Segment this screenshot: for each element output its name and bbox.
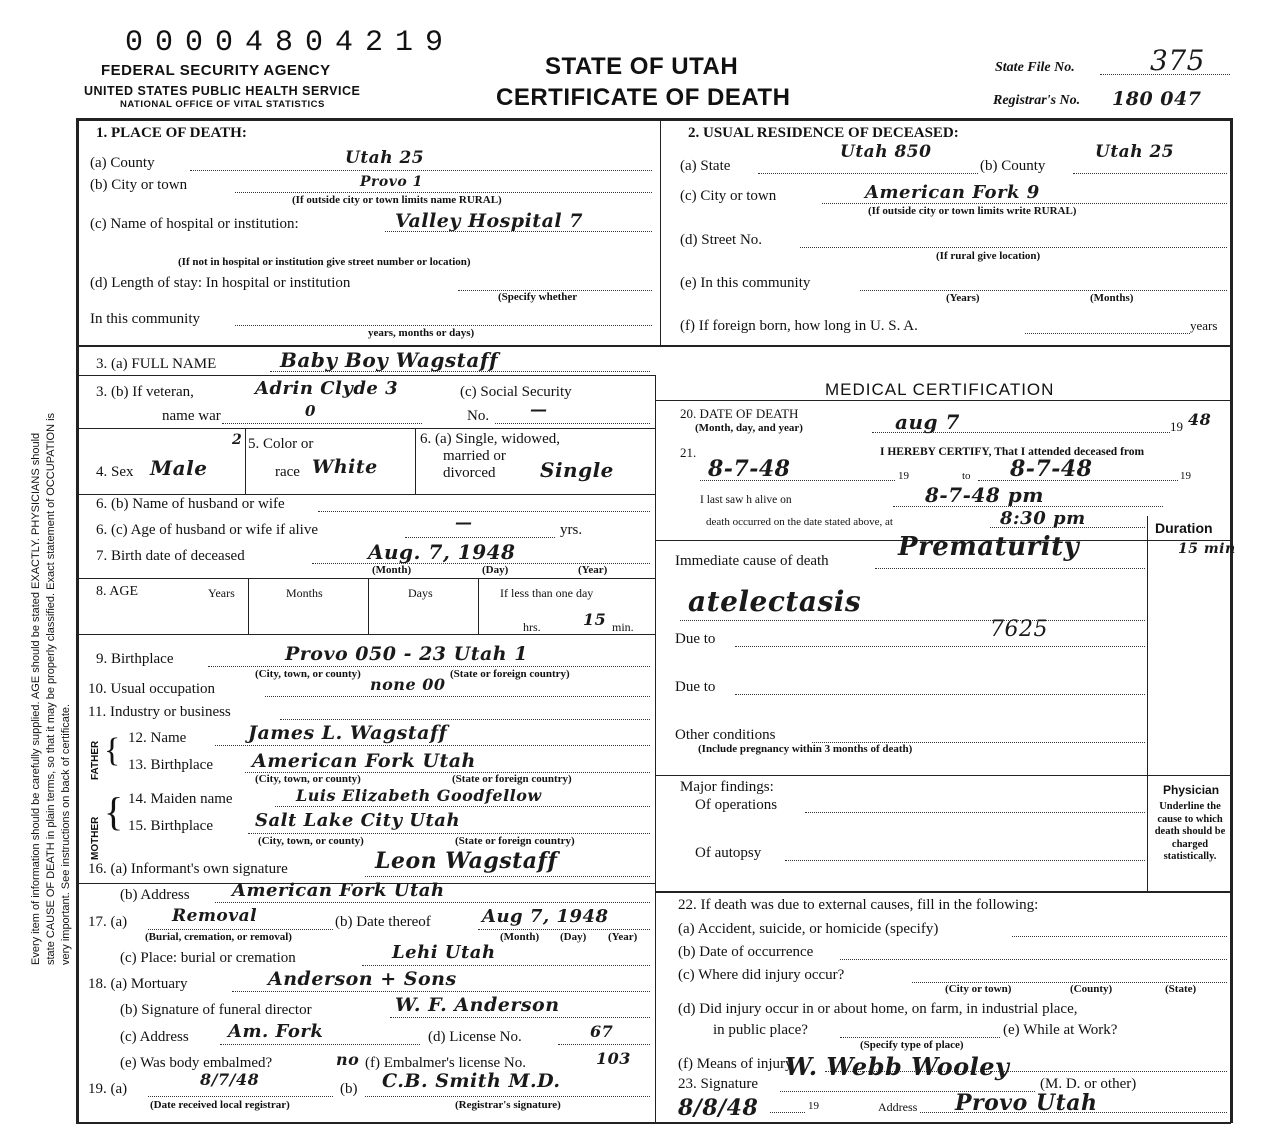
county-value: Utah 25 xyxy=(345,148,425,168)
home-label: (d) Did injury occur in or about home, on farm, in industrial place, xyxy=(678,1001,1078,1017)
res-city-label: (c) City or town xyxy=(680,188,777,204)
hospital-label: (c) Name of hospital or institution: xyxy=(90,216,299,232)
occupation-line xyxy=(265,696,650,697)
registrar-date-value: 8/7/48 xyxy=(200,1070,260,1089)
immediate-cause-label: Immediate cause of death xyxy=(675,553,829,569)
age-months-label: Months xyxy=(286,586,323,600)
certify-label: I HEREBY CERTIFY, That I attended deceased from xyxy=(880,446,1145,458)
divider-color-marital xyxy=(415,428,416,494)
registrar-note-2: (Registrar's signature) xyxy=(455,1099,561,1111)
spouse-label: 6. (b) Name of husband or wife xyxy=(96,496,285,512)
res-city-value: American Fork 9 xyxy=(865,182,1040,203)
side-note-line-3: very important. See instructions on back of certificate. xyxy=(60,703,72,965)
father-name-value: James L. Wagstaff xyxy=(248,722,448,744)
immediate-cause-value: Prematurity xyxy=(898,532,1080,562)
ssn-value: — xyxy=(530,400,548,420)
operations-label: Of operations xyxy=(695,797,778,813)
place-of-death-heading: 1. PLACE OF DEATH: xyxy=(96,125,247,141)
war-value: 0 xyxy=(305,402,316,420)
md-label: (M. D. or other) xyxy=(1040,1076,1137,1092)
side-note-line-2: state CAUSE OF DEATH in plain terms, so that it may be properly classified. Exact statement of OCCUPATION is xyxy=(45,412,57,965)
mother-note-1: (City, town, or county) xyxy=(258,835,364,847)
res-state-line xyxy=(758,173,978,174)
signature-label: 23. Signature xyxy=(678,1076,758,1092)
certify-number: 21. xyxy=(680,445,697,460)
father-birth-value: American Fork Utah xyxy=(252,750,476,772)
major-findings-label: Major findings: xyxy=(680,779,774,795)
license-line xyxy=(558,1044,650,1045)
ssn-line xyxy=(495,423,650,424)
divider-sex-color xyxy=(245,428,246,494)
physician-note: Underline the cause to which death should be charged statistically. xyxy=(1154,801,1226,862)
registrar-sig-value: C.B. Smith M.D. xyxy=(382,1070,561,1092)
registrar-date-label: 19. (a) xyxy=(88,1081,128,1097)
occupation-label: 10. Usual occupation xyxy=(88,681,216,697)
embalmer-value: 103 xyxy=(596,1049,631,1068)
immediate-cause-value-2: atelectasis xyxy=(688,585,862,618)
burial-place-label: (c) Place: burial or cremation xyxy=(120,950,296,966)
divider-middle xyxy=(655,375,656,1123)
date-thereof-line xyxy=(478,929,650,930)
birth-day-label: (Day) xyxy=(482,564,509,576)
less-day-label: If less than one day xyxy=(500,586,594,600)
hrs-label: hrs. xyxy=(523,620,541,634)
informant-value: Leon Wagstaff xyxy=(375,848,558,874)
res-street-line xyxy=(800,247,1227,248)
row-divider-3b xyxy=(76,375,655,376)
certify-from-value: 8-7-48 xyxy=(708,456,791,482)
city-note: (If outside city or town limits name RURAL) xyxy=(292,194,502,206)
row-divider-8 xyxy=(76,578,655,579)
county-label: (a) County xyxy=(90,155,155,171)
sign-date-value: 8/8/48 xyxy=(678,1095,759,1121)
informant-line xyxy=(365,876,650,877)
mort-address-value: Am. Fork xyxy=(228,1021,324,1042)
external-causes-rule xyxy=(655,891,1230,893)
res-foreign-line xyxy=(1025,333,1190,334)
office-name: NATIONAL OFFICE OF VITAL STATISTICS xyxy=(120,99,325,110)
mother-birth-value: Salt Lake City Utah xyxy=(255,810,461,831)
city-label: (b) City or town xyxy=(90,177,188,193)
certify-year-b: 19 xyxy=(1180,470,1191,482)
registrar-sig-line xyxy=(365,1096,650,1097)
res-foreign-label: (f) If foreign born, how long in U. S. A. xyxy=(680,318,918,334)
signature-value: W. Webb Wooley xyxy=(785,1052,1010,1081)
other-conditions-label: Other conditions xyxy=(675,727,776,743)
medical-heading-rule xyxy=(655,400,1230,401)
mother-brace: { xyxy=(104,789,124,834)
mother-birth-label: 15. Birthplace xyxy=(128,818,213,834)
birthplace-line xyxy=(208,666,650,667)
res-county-value: Utah 25 xyxy=(1095,142,1175,162)
birthplace-label: 9. Birthplace xyxy=(96,651,174,667)
spouse-age-label: 6. (c) Age of husband or wife if alive xyxy=(96,522,319,538)
mortuary-value: Anderson + Sons xyxy=(268,968,457,990)
where-note-county: (County) xyxy=(1070,983,1113,995)
res-street-note: (If rural give location) xyxy=(936,250,1041,262)
physician-address-label: Address xyxy=(878,1100,918,1114)
immediate-cause-line xyxy=(875,568,1145,569)
autopsy-line xyxy=(785,860,1145,861)
spouse-age-value: — xyxy=(455,513,473,533)
certificate-title: CERTIFICATE OF DEATH xyxy=(496,84,791,111)
full-name-label: 3. (a) FULL NAME xyxy=(96,356,217,372)
death-date-label: 20. DATE OF DEATH xyxy=(680,406,799,421)
res-foreign-suffix: years xyxy=(1190,318,1218,333)
birth-date-label: 7. Birth date of deceased xyxy=(96,548,245,564)
age-div-1 xyxy=(248,578,249,634)
age-div-3 xyxy=(478,578,479,634)
industry-line xyxy=(280,719,650,720)
mother-name-line xyxy=(275,806,650,807)
burial-place-line xyxy=(362,965,650,966)
mortuary-label: 18. (a) Mortuary xyxy=(88,976,188,992)
age-label: 8. AGE xyxy=(96,584,138,599)
embalmed-label: (e) Was body embalmed? xyxy=(120,1055,273,1071)
city-value: Provo 1 xyxy=(360,174,423,190)
external-causes-label: 22. If death was due to external causes, fill in the following: xyxy=(678,897,1039,913)
informant-address-line xyxy=(215,902,650,903)
right-border xyxy=(1230,118,1233,1123)
occurrence-line xyxy=(840,959,1227,960)
agency-name: FEDERAL SECURITY AGENCY xyxy=(101,62,331,79)
stay-note: (Specify whether xyxy=(498,291,578,303)
sex-label: 4. Sex xyxy=(96,464,134,480)
certificate-title-state: STATE OF UTAH xyxy=(545,53,739,80)
medical-heading: MEDICAL CERTIFICATION xyxy=(825,380,1055,399)
industry-label: 11. Industry or business xyxy=(88,704,231,720)
burial-label: 17. (a) xyxy=(88,914,128,930)
birth-month-label: (Month) xyxy=(372,564,412,576)
mort-address-label: (c) Address xyxy=(120,1029,189,1045)
min-label: min. xyxy=(612,620,634,634)
occurred-label: death occurred on the date stated above, at xyxy=(706,516,893,528)
physician-title: Physician xyxy=(1163,783,1220,797)
state-file-label: State File No. xyxy=(995,60,1075,75)
marital-label-2: married or xyxy=(443,448,506,464)
embalmed-value: no xyxy=(336,1050,360,1069)
license-value: 67 xyxy=(590,1022,614,1041)
due-to-1-line xyxy=(735,646,1145,647)
duration-value: 15 min xyxy=(1178,541,1236,557)
mother-side-label: MOTHER xyxy=(90,816,101,860)
cause-second-line xyxy=(680,620,1145,621)
registrar-sig-label: (b) xyxy=(340,1081,358,1097)
father-birth-label: 13. Birthplace xyxy=(128,757,213,773)
spouse-line xyxy=(318,511,650,512)
res-months-label: (Months) xyxy=(1090,292,1134,304)
due-to-1-label: Due to xyxy=(675,631,716,647)
occurrence-label: (b) Date of occurrence xyxy=(678,944,814,960)
marital-label-1: 6. (a) Single, widowed, xyxy=(420,431,560,447)
community-note: years, months or days) xyxy=(368,327,475,339)
war-line xyxy=(222,423,422,424)
res-county-line xyxy=(1073,173,1227,174)
father-brace: { xyxy=(104,732,121,769)
res-community-label: (e) In this community xyxy=(680,275,811,291)
informant-address-label: (b) Address xyxy=(120,887,190,903)
embalmer-label: (f) Embalmer's license No. xyxy=(365,1055,526,1071)
accident-label: (a) Accident, suicide, or homicide (specify) xyxy=(678,921,939,937)
burial-value: Removal xyxy=(172,906,258,926)
director-value: W. F. Anderson xyxy=(395,994,560,1016)
bottom-border xyxy=(76,1122,1231,1124)
where-label: (c) Where did injury occur? xyxy=(678,967,845,983)
birth-date-value: Aug. 7, 1948 xyxy=(368,540,516,564)
res-county-label: (b) County xyxy=(980,158,1046,174)
public-line xyxy=(840,1037,1000,1038)
sex-code: 2 xyxy=(232,432,243,448)
father-side-label: FATHER xyxy=(90,740,101,780)
last-saw-label: I last saw h alive on xyxy=(700,494,792,506)
res-city-note: (If outside city or town limits write RURAL) xyxy=(868,205,1077,217)
burial-place-value: Lehi Utah xyxy=(392,942,496,963)
date-day-label: (Day) xyxy=(560,931,587,943)
director-line xyxy=(390,1017,650,1018)
informant-label: 16. (a) Informant's own signature xyxy=(88,861,288,877)
public-label: in public place? xyxy=(713,1022,808,1038)
sign-year-label: 19 xyxy=(808,1100,819,1112)
side-note-line-1: Every item of information should be carefully supplied. AGE should be stated EXACTLY. PHYSICIANS should xyxy=(30,432,42,965)
father-note-1: (City, town, or county) xyxy=(255,773,361,785)
ssn-no-label: No. xyxy=(467,408,490,424)
occurred-value: 8:30 pm xyxy=(1000,508,1086,529)
row-divider-9 xyxy=(76,634,655,635)
registrar-label: Registrar's No. xyxy=(993,93,1081,108)
father-name-label: 12. Name xyxy=(128,730,187,746)
spouse-age-line xyxy=(405,537,555,538)
birthplace-value: Provo 050 - 23 Utah 1 xyxy=(285,643,528,665)
date-year-label: (Year) xyxy=(608,931,638,943)
date-thereof-value: Aug 7, 1948 xyxy=(482,906,609,927)
mother-name-label: 14. Maiden name xyxy=(128,791,233,807)
full-name-value: Baby Boy Wagstaff xyxy=(280,348,499,372)
father-name-line xyxy=(215,745,650,746)
row-divider-3 xyxy=(76,345,1231,347)
other-conditions-note: (Include pregnancy within 3 months of death) xyxy=(698,743,913,755)
due-to-2-label: Due to xyxy=(675,679,716,695)
mother-name-value: Luis Elizabeth Goodfellow xyxy=(296,786,542,805)
birthplace-note-2: (State or foreign country) xyxy=(450,668,570,680)
director-label: (b) Signature of funeral director xyxy=(120,1002,312,1018)
occupation-value: none 00 xyxy=(370,675,446,694)
certificate-serial: 00004804219 xyxy=(125,26,456,60)
veteran-value: Adrin Clyde 3 xyxy=(255,378,399,399)
death-date-note: (Month, day, and year) xyxy=(695,422,803,434)
ssn-label: (c) Social Security xyxy=(460,384,572,400)
where-note-city: (City or town) xyxy=(945,983,1012,995)
major-findings-rule xyxy=(655,775,1230,776)
date-month-label: (Month) xyxy=(500,931,540,943)
age-years-label: Years xyxy=(208,586,235,600)
age-days-label: Days xyxy=(408,586,433,600)
community-line xyxy=(235,325,652,326)
mortuary-line xyxy=(232,991,650,992)
means-label: (f) Means of injury xyxy=(678,1056,793,1072)
veteran-label: 3. (b) If veteran, xyxy=(96,384,194,400)
burial-note: (Burial, cremation, or removal) xyxy=(145,931,292,943)
residence-heading: 2. USUAL RESIDENCE OF DECEASED: xyxy=(688,125,959,141)
race-label: race xyxy=(275,464,300,480)
row-divider-6 xyxy=(76,494,655,495)
birth-year-label: (Year) xyxy=(578,564,608,576)
mort-address-line xyxy=(220,1044,420,1045)
autopsy-label: Of autopsy xyxy=(695,845,762,861)
cause-code-value: 7625 xyxy=(990,617,1048,642)
res-city-line xyxy=(822,203,1227,204)
sign-date-line xyxy=(770,1112,805,1113)
birthplace-note-1: (City, town, or county) xyxy=(255,668,361,680)
last-saw-value: 8-7-48 pm xyxy=(925,483,1044,507)
res-years-label: (Years) xyxy=(946,292,980,304)
specify-note: (Specify type of place) xyxy=(860,1039,964,1051)
stay-label: (d) Length of stay: In hospital or institution xyxy=(90,275,351,291)
duration-divider xyxy=(1147,516,1148,891)
duration-label: Duration xyxy=(1155,520,1213,536)
date-thereof-label: (b) Date thereof xyxy=(335,914,431,930)
operations-line xyxy=(805,812,1145,813)
state-file-value: 375 xyxy=(1150,44,1205,77)
burial-line xyxy=(148,929,333,930)
marital-value: Single xyxy=(540,458,614,482)
certify-to-label: to xyxy=(962,470,971,482)
spouse-age-suffix: yrs. xyxy=(560,522,583,538)
divider-top xyxy=(660,118,661,345)
mother-note-2: (State or foreign country) xyxy=(455,835,575,847)
sex-value: Male xyxy=(150,456,208,480)
min-value: 15 xyxy=(583,610,607,629)
res-state-value: Utah 850 xyxy=(840,142,932,162)
hospital-value: Valley Hospital 7 xyxy=(395,210,583,232)
father-note-2: (State or foreign country) xyxy=(452,773,572,785)
certify-to-value: 8-7-48 xyxy=(1010,456,1093,482)
mother-birth-line xyxy=(248,833,650,834)
marital-label-3: divorced xyxy=(443,465,496,481)
accident-line xyxy=(1012,936,1227,937)
county-line xyxy=(190,170,652,171)
top-border xyxy=(76,118,1231,121)
physician-address-value: Provo Utah xyxy=(955,1090,1098,1116)
registrar-note-1: (Date received local registrar) xyxy=(150,1099,290,1111)
war-label: name war xyxy=(162,408,221,424)
city-line xyxy=(235,192,652,193)
death-date-value: aug 7 xyxy=(895,410,960,434)
due-to-2-line xyxy=(735,694,1145,695)
death-year-prefix: 19 xyxy=(1170,419,1183,434)
community-label: In this community xyxy=(90,311,200,327)
work-label: (e) While at Work? xyxy=(1003,1022,1118,1038)
age-div-2 xyxy=(368,578,369,634)
color-label: 5. Color or xyxy=(248,436,314,452)
service-name: UNITED STATES PUBLIC HEALTH SERVICE xyxy=(84,84,361,98)
registrar-date-line xyxy=(148,1096,333,1097)
row-divider-4 xyxy=(76,428,655,429)
res-street-label: (d) Street No. xyxy=(680,232,763,248)
death-year-value: 48 xyxy=(1188,410,1212,429)
license-label: (d) License No. xyxy=(428,1029,522,1045)
certify-year-a: 19 xyxy=(898,470,909,482)
hospital-note: (If not in hospital or institution give street number or location) xyxy=(178,256,471,268)
informant-address-value: American Fork Utah xyxy=(232,880,445,901)
registrar-value: 180 047 xyxy=(1112,88,1202,110)
res-state-label: (a) State xyxy=(680,158,731,174)
race-value: White xyxy=(312,456,378,478)
left-border xyxy=(76,118,79,1123)
res-community-line xyxy=(860,290,1227,291)
where-note-state: (State) xyxy=(1165,983,1197,995)
